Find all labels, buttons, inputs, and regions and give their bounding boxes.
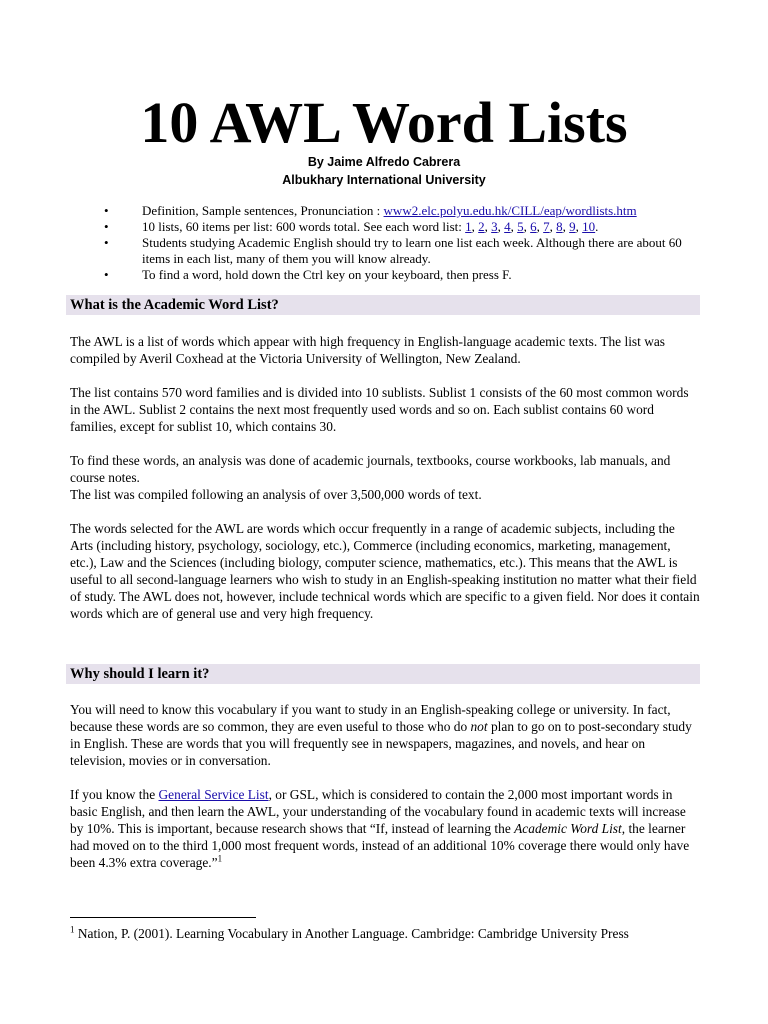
paragraph: The list contains 570 word families and is divided into 10 sublists. Sublist 1 consists of the 60 most common words in the AWL. Sublist 2 contains the next most frequently used words and so on. Each sublist contains 60 word families, except for sublist 10, which contains 30. [70, 385, 689, 434]
bullet-text: Definition, Sample sentences, Pronunciation : [142, 203, 384, 218]
bullet-icon: • [104, 235, 109, 250]
word-list-link-3[interactable]: 3 [491, 219, 498, 234]
word-list-link-5[interactable]: 5 [517, 219, 524, 234]
paragraph: The words selected for the AWL are words which occur frequently in a range of academic subjects, including the Arts (including history, psychology, sociology, etc.), Commerce (including economics, marketing, management, etc.), Law and the Sciences (including biology, computer science, mathematics, etc.). This means that the AWL is useful to all second-language learners who wish to study in an English-speaking institution no matter what their field of study. The AWL does not, however, include technical words which are specific to a given field. Nor does it contain words which are of general use and very high frequency. [70, 521, 700, 621]
paragraph-line: To find these words, an analysis was done of academic journals, textbooks, course workbooks, lab manuals, and course notes. [70, 453, 671, 485]
text-run: You will need to know this vocabulary if you want to study in an English-speaking college or university. In fact, because these words are so common, they are even useful to those who do [70, 702, 671, 734]
section-heading-what-is-awl: What is the Academic Word List? [66, 295, 700, 315]
word-list-link-8[interactable]: 8 [556, 219, 563, 234]
bullet-item-definition [100, 203, 710, 219]
bullet-text: Students studying Academic English should try to learn one list each week. Although there are about 60 items in each list, many of them you will know already. [142, 235, 682, 266]
text-run: , the learner had moved on to the third 1,000 most frequent words, instead of an additional 10% coverage there would only have been 4.3% extra coverage.” [70, 821, 690, 870]
bullet-item-find-tip [100, 267, 710, 283]
wordlists-link[interactable]: www2.elc.polyu.edu.hk/CILL/eap/wordlists.htm [383, 203, 637, 218]
bullet-icon: • [104, 203, 109, 218]
section-why-learn-body [70, 701, 700, 888]
footnote-number: 1 [70, 924, 75, 935]
word-list-link-9[interactable]: 9 [569, 219, 576, 234]
bullet-item-lists: • 10 lists, 60 items per list: 600 words total. See each word list: 1, 2, 3, 4, 5, 6, 7, 8, 9, 10. [104, 219, 599, 234]
text-run: plan to go on to post-secondary study in English. These are words that you will frequently see in newspapers, magazines, and novels, and hear on television, movies or in conversation. [70, 719, 692, 768]
footnote-reference[interactable]: 1 [217, 853, 223, 864]
general-service-list-link[interactable]: General Service List [158, 787, 269, 802]
word-list-link-7[interactable]: 7 [543, 219, 550, 234]
bullet-text: 10 lists, 60 items per list: 600 words total. See each word list: [142, 219, 466, 234]
page-title: 10 AWL Word Lists [140, 90, 628, 155]
bullet-text: To find a word, hold down the Ctrl key on your keyboard, then press F. [142, 267, 512, 282]
bullet-icon: • [104, 267, 109, 282]
footnote [70, 925, 700, 942]
paragraph [70, 452, 700, 503]
section-what-is-awl-body [70, 333, 700, 639]
institution-line: Albukhary International University [282, 173, 486, 187]
text-run: , or GSL, which is considered to contain the 2,000 most important words in basic English, and then learn the AWL, your understanding of the vocabulary found in academic texts will increase by 10%. This is important, because research shows that “If, instead of learning the [70, 787, 686, 836]
emphasis-text: not [470, 719, 488, 734]
bullet-icon: • [104, 219, 109, 234]
word-list-link-2[interactable]: 2 [478, 219, 485, 234]
word-list-link-10[interactable]: 10 [582, 219, 596, 234]
word-list-link-6[interactable]: 6 [530, 219, 537, 234]
intro-bullet-list [100, 203, 710, 283]
paragraph [70, 786, 700, 871]
author-line: By Jaime Alfredo Cabrera [307, 155, 461, 169]
word-list-link-4[interactable]: 4 [504, 219, 511, 234]
text-run: If you know the [70, 787, 159, 802]
bullet-item-study-tip [100, 235, 710, 267]
paragraph: The AWL is a list of words which appear with high frequency in English-language academic texts. The list was compiled by Averil Coxhead at the Victoria University of Wellington, New Zealand. [70, 334, 666, 366]
section-heading-why-learn: Why should I learn it? [66, 664, 700, 684]
footnote-text: Nation, P. (2001). Learning Vocabulary in Another Language. Cambridge: Cambridge University Press [74, 926, 629, 941]
paragraph [70, 701, 700, 769]
footnote-separator [70, 917, 256, 918]
paragraph-line: The list was compiled following an analysis of over 3,500,000 words of text. [70, 487, 482, 502]
word-list-link-1[interactable]: 1 [465, 219, 472, 234]
emphasis-text: Academic Word List [514, 821, 622, 836]
